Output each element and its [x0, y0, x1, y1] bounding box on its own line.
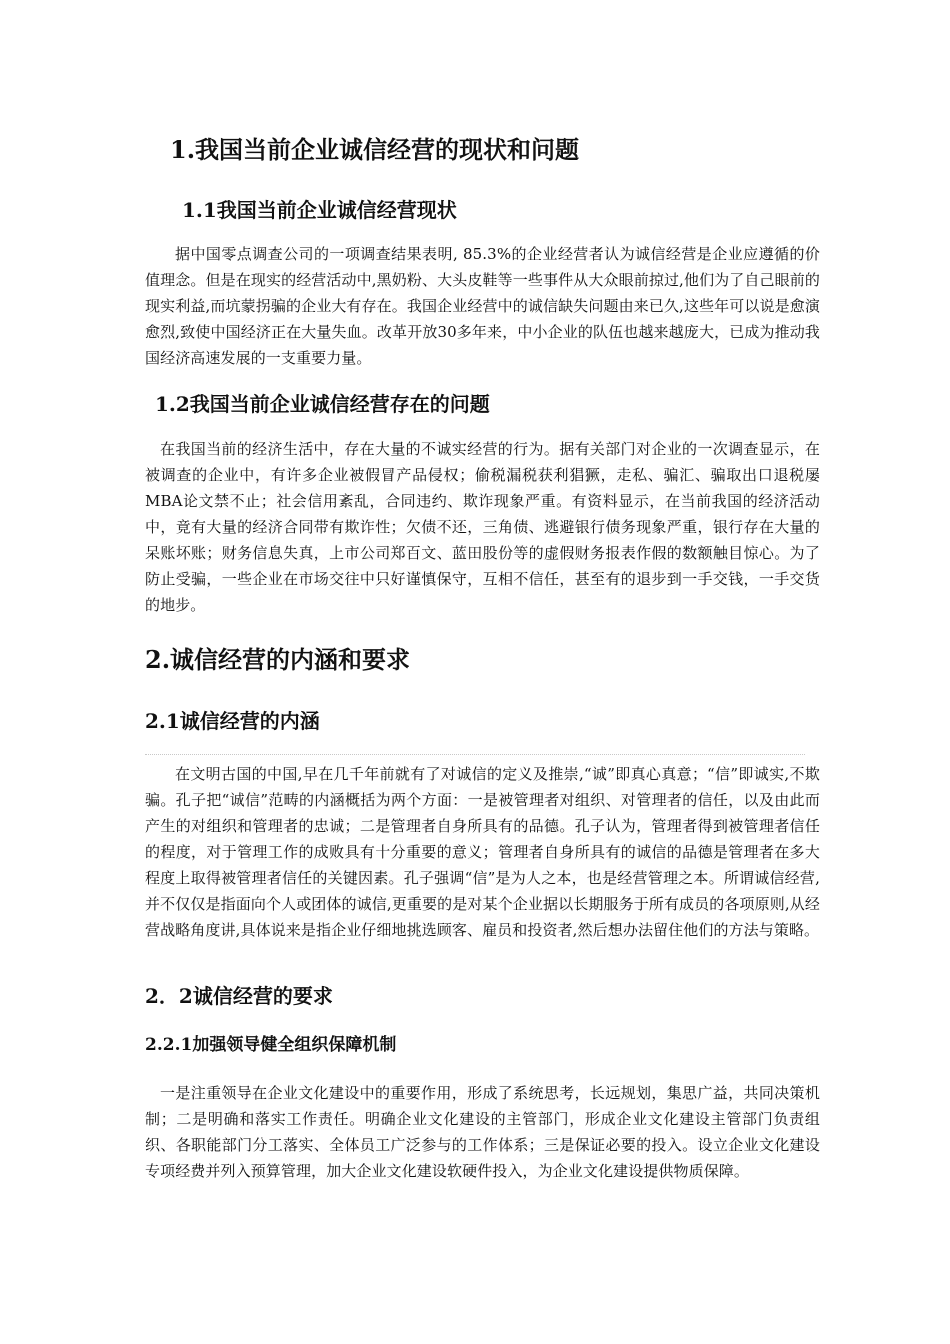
section-2-title: 2.诚信经营的内涵和要求	[145, 645, 411, 674]
section-2-1-paragraph: 在文明古国的中国,早在几千年前就有了对诚信的定义及推崇,“诚”即真心真意；“信”即诚实,不欺骗。孔子把“诚信”范畴的内涵概括为两个方面：一是被管理者对组织、对管理者的信任，以及由此而产生的对组织和管理者的忠诚；二是管理者自身所具有的品德。孔子认为，管理者得到被管理者信任的程度，对于管理工作的成败具有十分重要的意义；管理者自身所具有的诚信的品德是管理者在多大程度上取得被管理者信任的关键因素。孔子强调“信”是为人之本，也是经营管理之本。所谓诚信经营,并不仅仅是指面向个人或团体的诚信,更重要的是对某个企业据以长期服务于所有成员的各项原则,从经营战略角度讲,具体说来是指企业仔细地挑选顾客、雇员和投资者,然后想办法留住他们的方法与策略。	[145, 765, 820, 939]
section-1-title: 1.我国当前企业诚信经营的现状和问题	[170, 135, 580, 164]
section-1-1-title: 1.1我国当前企业诚信经营现状	[182, 198, 457, 222]
section-2-1-title: 2.1诚信经营的内涵	[145, 709, 320, 733]
section-divider	[145, 754, 805, 755]
section-2-2-title: 2．2诚信经营的要求	[145, 984, 333, 1008]
section-2-2-1-title: 2.2.1加强领导健全组织保障机制	[145, 1035, 397, 1055]
section-2-2-1-paragraph: 一是注重领导在企业文化建设中的重要作用，形成了系统思考，长远规划，集思广益，共同决策机制；二是明确和落实工作责任。明确企业文化建设的主管部门，形成企业文化建设主管部门负责组织、各职能部门分工落实、全体员工广泛参与的工作体系；三是保证必要的投入。设立企业文化建设专项经费并列入预算管理，加大企业文化建设软硬件投入，为企业文化建设提供物质保障。	[145, 1084, 820, 1180]
section-1-1-paragraph: 据中国零点调查公司的一项调查结果表明, 85.3%的企业经营者认为诚信经营是企业应遵循的价值理念。但是在现实的经营活动中,黑奶粉、大头皮鞋等一些事件从大众眼前掠过,他们为了自己眼前的现实利益,而坑蒙拐骗的企业大有存在。我国企业经营中的诚信缺失问题由来已久,这些年可以说是愈演愈烈,致使中国经济正在大量失血。改革开放30多年来，中小企业的队伍也越来越庞大，已成为推动我国经济高速发展的一支重要力量。	[145, 245, 820, 367]
section-1-2-title: 1.2我国当前企业诚信经营存在的问题	[155, 392, 490, 416]
section-1-2-paragraph: 在我国当前的经济生活中，存在大量的不诚实经营的行为。据有关部门对企业的一次调查显示，在被调查的企业中，有许多企业被假冒产品侵权；偷税漏税获利猖獗，走私、骗汇、骗取出口退税屡MBA论文禁不止；社会信用紊乱，合同违约、欺诈现象严重。有资料显示，在当前我国的经济活动中，竟有大量的经济合同带有欺诈性；欠债不还，三角债、逃避银行债务现象严重，银行存在大量的呆账坏账；财务信息失真，上市公司郑百文、蓝田股份等的虚假财务报表作假的数额触目惊心。为了防止受骗，一些企业在市场交往中只好谨慎保守，互相不信任，甚至有的退步到一手交钱，一手交货的地步。	[145, 440, 820, 614]
